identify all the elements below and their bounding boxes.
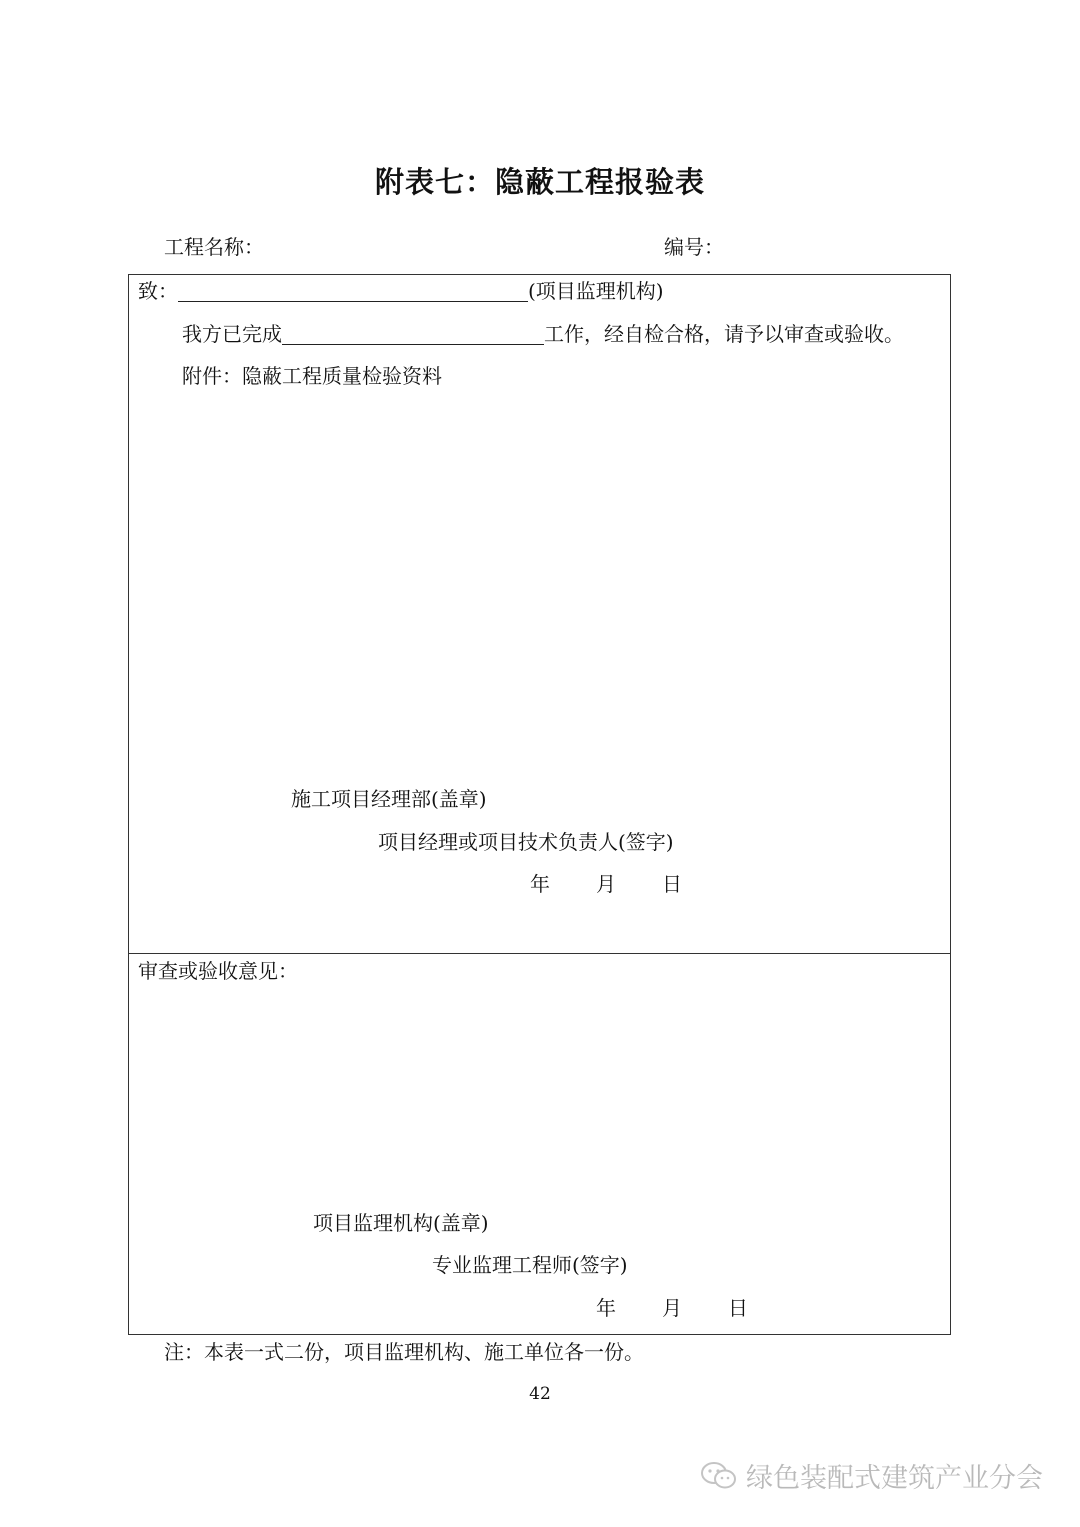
date-day: 日 bbox=[728, 1296, 748, 1320]
watermark bbox=[700, 1456, 1043, 1499]
opinion-label: 审查或验收意见： bbox=[138, 959, 298, 983]
to-suffix: (项目监理机构) bbox=[528, 279, 664, 303]
footnote: 注：本表一式二份，项目监理机构、施工单位各一份。 bbox=[164, 1340, 644, 1364]
date-year: 年 bbox=[530, 872, 550, 896]
date-month: 月 bbox=[662, 1296, 682, 1320]
to-line bbox=[138, 278, 664, 304]
statement-suffix: 工作，经自检合格，请予以审查或验收。 bbox=[544, 322, 904, 346]
supervision-engineer-signature: 专业监理工程师(签字) bbox=[432, 1253, 628, 1277]
attachment-line: 附件：隐蔽工程质量检验资料 bbox=[182, 364, 442, 388]
work-item-blank[interactable] bbox=[282, 322, 544, 345]
section-divider bbox=[128, 953, 951, 954]
construction-dept-seal: 施工项目经理部(盖章) bbox=[291, 787, 487, 811]
supervision-org-seal: 项目监理机构(盖章) bbox=[313, 1211, 489, 1235]
date-month: 月 bbox=[596, 872, 616, 896]
statement-prefix: 我方已完成 bbox=[182, 322, 282, 346]
date-day: 日 bbox=[662, 872, 682, 896]
page-title: 附表七：隐蔽工程报验表 bbox=[374, 165, 705, 199]
date-year: 年 bbox=[596, 1296, 616, 1320]
to-recipient-blank[interactable] bbox=[178, 279, 528, 302]
wechat-icon bbox=[700, 1460, 738, 1499]
form-table bbox=[128, 274, 951, 1335]
page-number: 42 bbox=[529, 1384, 551, 1404]
project-manager-signature: 项目经理或项目技术负责人(签字) bbox=[378, 830, 674, 854]
statement-line bbox=[182, 321, 904, 347]
watermark-text: 绿色装配式建筑产业分会 bbox=[746, 1463, 1043, 1494]
to-label: 致： bbox=[138, 279, 178, 303]
serial-number-label: 编号： bbox=[664, 235, 724, 259]
project-name-label: 工程名称： bbox=[164, 235, 264, 259]
